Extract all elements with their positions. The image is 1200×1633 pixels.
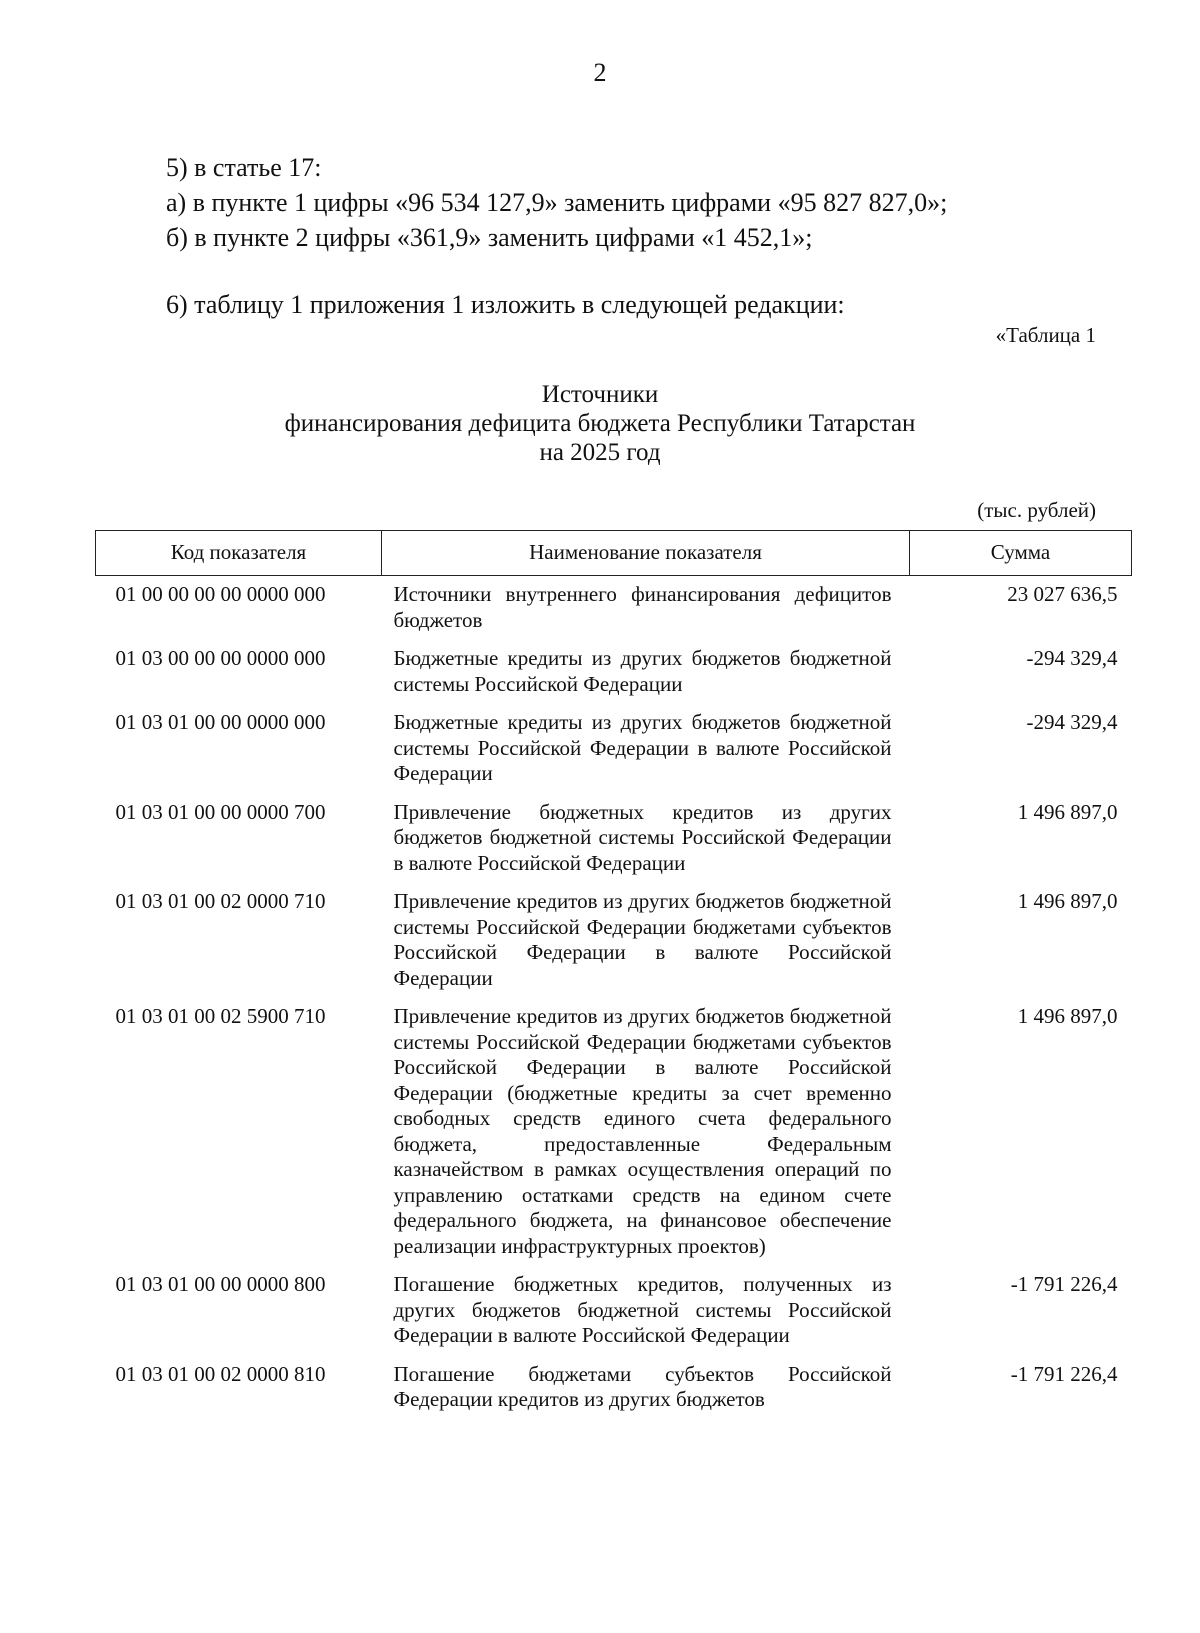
- table-title: [0, 380, 1200, 467]
- financing-sources-table: [95, 530, 1132, 1426]
- amendment-item-6: 6) таблицу 1 приложения 1 изложить в следующей редакции:: [166, 290, 845, 319]
- row-code: 01 03 01 00 02 5900 710: [115, 1004, 326, 1028]
- row-code: 01 03 00 00 00 0000 000: [115, 646, 326, 670]
- row-name: Привлечение кредитов из других бюджетов бюджетной системы Российской Федерации бюджетами субъектов Российской Федерации в валюте Российской Федерации: [393, 889, 892, 990]
- row-name: Бюджетные кредиты из других бюджетов бюджетной системы Российской Федерации в валюте Российской Федерации: [393, 710, 892, 785]
- table-row: [96, 1004, 1132, 1272]
- row-sum: 1 496 897,0: [1017, 1004, 1118, 1028]
- row-code: 01 00 00 00 00 0000 000: [115, 582, 326, 606]
- row-code: 01 03 01 00 00 0000 700: [115, 799, 326, 824]
- amendments-text: [166, 150, 1066, 322]
- row-sum: -1 791 226,4: [1010, 1272, 1118, 1296]
- row-name: Погашение бюджетами субъектов Российской Федерации кредитов из других бюджетов: [393, 1361, 892, 1411]
- row-code: 01 03 01 00 00 0000 000: [115, 710, 326, 734]
- amendment-article-17: 5) в статье 17:: [166, 153, 322, 182]
- table-caption: «Таблица 1: [995, 323, 1096, 347]
- table-title-line: финансирования дефицита бюджета Республики Татарстан: [284, 410, 916, 437]
- row-sum: -294 329,4: [1026, 710, 1118, 734]
- table-row: [96, 710, 1132, 800]
- row-code: 01 03 01 00 02 0000 810: [115, 1361, 326, 1386]
- table-row: [96, 576, 1132, 647]
- row-name: Бюджетные кредиты из других бюджетов бюджетной системы Российской Федерации: [393, 646, 892, 696]
- row-code: 01 03 01 00 00 0000 800: [115, 1272, 326, 1296]
- row-sum: -294 329,4: [1026, 646, 1118, 670]
- header-name: Наименование показателя: [382, 531, 910, 576]
- header-code: Код показателя: [96, 531, 382, 576]
- row-code: 01 03 01 00 02 0000 710: [115, 889, 326, 913]
- row-name: Погашение бюджетных кредитов, полученных из других бюджетов бюджетной системы Российской Федерации в валюте Российской Федерации: [393, 1272, 892, 1347]
- header-sum: Сумма: [910, 531, 1132, 576]
- row-name: Источники внутреннего финансирования дефицитов бюджетов: [393, 582, 892, 632]
- row-name: Привлечение бюджетных кредитов из других бюджетов бюджетной системы Российской Федерации в валюте Российской Федерации: [393, 799, 892, 875]
- table-row: [96, 889, 1132, 1004]
- table-row: [96, 1362, 1132, 1426]
- amendment-item-b: б) в пункте 2 цифры «361,9» заменить цифрами «1 452,1»;: [166, 223, 813, 252]
- page-number: 2: [593, 58, 607, 87]
- units-label: (тыс. рублей): [977, 498, 1096, 522]
- row-sum: 1 496 897,0: [1017, 799, 1118, 824]
- row-name: Привлечение кредитов из других бюджетов бюджетной системы Российской Федерации бюджетами субъектов Российской Федерации в валюте Российской Федерации (бюджетные кредиты за счет временно свободных средств единого счета федерального бюджета, предоставленные Федеральным казначейством в рамках осуществления операций по управлению остатками средств на едином счете федерального бюджета, на финансовое обеспечение реализации инфраструктурных проектов): [393, 1004, 892, 1258]
- paragraph-gap: [166, 255, 1066, 287]
- table-row: [96, 646, 1132, 710]
- row-sum: 1 496 897,0: [1017, 889, 1118, 913]
- table-title-line: Источники: [541, 381, 659, 408]
- table-row: [96, 1272, 1132, 1362]
- table-row: [96, 800, 1132, 890]
- amendment-item-a: а) в пункте 1 цифры «96 534 127,9» заменить цифрами «95 827 827,0»;: [166, 188, 948, 217]
- table-title-line: на 2025 год: [539, 439, 661, 466]
- table-header-row: [96, 531, 1132, 576]
- row-sum: -1 791 226,4: [1010, 1361, 1118, 1386]
- row-sum: 23 027 636,5: [1007, 582, 1118, 606]
